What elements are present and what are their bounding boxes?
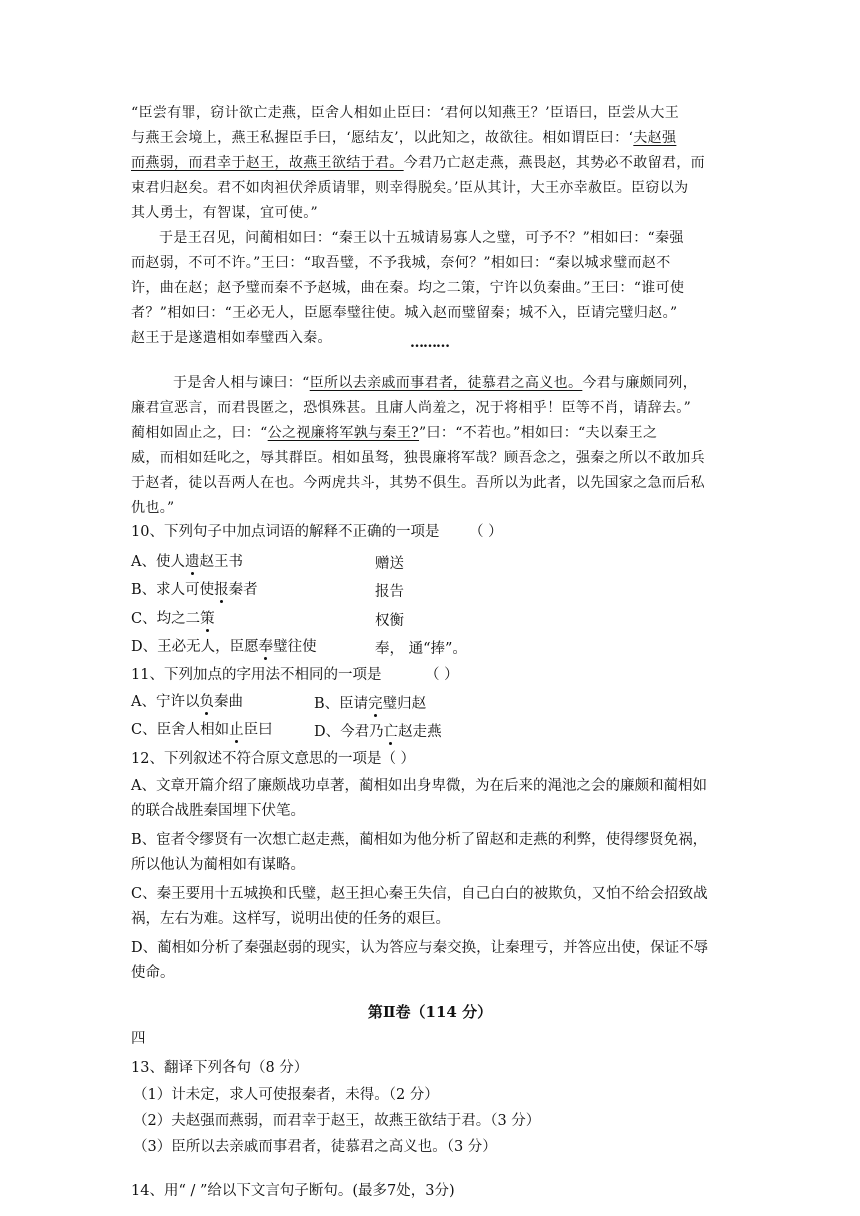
passage-line <box>131 423 657 443</box>
passage-line: 于赵者，徒以吾两人在也。今两虎共斗，其势不俱生。吾所以为此者，以先国家之急而后私 <box>131 475 705 491</box>
part-title: 第Ⅱ卷（114 分） <box>367 1003 493 1021</box>
option-text: 臣曰 <box>243 722 273 738</box>
translate-item: （2）夫赵强而燕弱，而君幸于赵王，故燕王欲结于君。（3 分） <box>133 1113 541 1129</box>
passage-line: 其人勇士，有智谋，宜可使。” <box>131 205 319 221</box>
translate-item: （3）臣所以去亲戚而事君者，徒慕君之高义也。（3 分） <box>133 1139 497 1155</box>
option-text: 璧往使 <box>273 639 317 655</box>
dotted-word: 完 <box>368 696 383 712</box>
passage-text: ”曰：“不若也。”相如曰：“夫以秦王之 <box>419 425 658 441</box>
option-b <box>131 580 258 600</box>
question-stem: 13、翻译下列各句（8 分） <box>131 1060 309 1076</box>
passage-line <box>131 128 676 148</box>
option-a <box>131 552 243 572</box>
option-a <box>131 692 243 712</box>
passage-text: 与燕王会境上，燕王私握臣手曰，‘愿结友’，以此知之，故欲往。相如谓臣曰：‘ <box>131 130 634 146</box>
option-b: B、宦者令缪贤有一次想亡赵走燕，蔺相如为他分析了留赵和走燕的利弊，使得缪贤免祸， <box>131 832 708 848</box>
question-stem <box>131 522 503 542</box>
option-meaning: 奉， 通“捧”。 <box>375 641 467 657</box>
passage-text: 今君乃亡赵走燕，燕畏赵，其势必不敢留君，而 <box>403 155 706 171</box>
option-text: A、宁许以 <box>131 694 200 710</box>
passage-line: 仇也。” <box>131 500 175 516</box>
passage-line: 赵王于是遂遣相如奉璧西入秦。 <box>131 330 332 346</box>
option-b <box>314 692 426 713</box>
ellipsis: ……… <box>410 335 449 351</box>
option-text: D、王必无人，臣愿 <box>131 639 259 655</box>
passage-line <box>173 373 697 393</box>
passage-text: 于是舍人相与谏曰：“ <box>173 375 310 391</box>
dotted-word: 策 <box>200 611 215 627</box>
underlined-sentence: 臣所以去亲戚而事君者，徒慕君之高义也。 <box>309 375 583 391</box>
option-text: D、今君乃 <box>314 724 384 740</box>
underlined-sentence: 而燕弱，而君幸于赵王，故燕王欲结于君。 <box>131 155 404 171</box>
option-text: 璧归赵 <box>382 696 427 712</box>
passage-line: 许，曲在赵；赵予璧而秦不予赵城，曲在秦。均之二策，宁许以负秦曲。”王曰：“谁可使 <box>131 280 685 296</box>
option-d <box>314 720 442 741</box>
answer-blank: （ ） <box>425 667 459 683</box>
passage-text: 今君与廉颇同列， <box>582 375 698 391</box>
answer-blank: （ ） <box>469 524 503 540</box>
option-text: B、臣请 <box>314 696 369 712</box>
option-text: C、臣舍人相如 <box>131 722 230 738</box>
passage-line <box>131 153 705 173</box>
passage-line: 廉君宣恶言，而君畏匿之，恐惧殊甚。且庸人尚羞之，况于将相乎！臣等不肖，请辞去。” <box>131 400 692 416</box>
passage-line: 束君归赵矣。君不如肉袒伏斧质请罪，则幸得脱矣。’臣从其计，大王亦幸赦臣。臣窃以为 <box>131 180 689 196</box>
option-c <box>131 720 273 740</box>
dotted-word: 遗 <box>184 554 200 570</box>
option-text: C、均之二 <box>131 611 201 627</box>
option-d: D、蔺相如分析了秦强赵弱的现实，认为答应与秦交换，让秦理亏，并答应出使，保证不辱 <box>131 940 709 956</box>
dotted-word: 负 <box>199 694 214 710</box>
passage-line: 于是王召见，问蔺相如曰：“秦王以十五城请易寡人之璧，可予不？”相如曰：“秦强 <box>159 230 684 246</box>
option-c <box>131 609 215 629</box>
passage-line: 威，而相如廷叱之，辱其群臣。相如虽驽，独畏廉将军哉？顾吾念之，强秦之所以不敢加兵 <box>131 450 705 466</box>
option-text: 秦曲 <box>213 694 243 710</box>
passage-line: 者？”相如曰：“王必无人，臣愿奉璧往使。城入赵而璧留秦；城不入，臣请完璧归赵。” <box>131 305 678 321</box>
option-d <box>131 637 317 657</box>
section-number: 四 <box>131 1031 146 1047</box>
option-text: B、求人可使 <box>131 582 215 598</box>
passage-line: 而赵弱，不可不许。”王曰：“取吾璧，不予我城，奈何？”相如曰：“秦以城求璧而赵不 <box>131 255 671 271</box>
option-text: 赵走燕 <box>398 724 442 740</box>
option-text: A、使人 <box>131 554 185 570</box>
option-b-cont: 所以他认为蔺相如有谋略。 <box>131 857 305 873</box>
question-stem: 12、下列叙述不符合原文意思的一项是（ ） <box>131 751 416 767</box>
option-d-cont: 使命。 <box>131 965 175 981</box>
dotted-word: 亡 <box>383 724 399 740</box>
option-meaning: 权衡 <box>375 613 404 629</box>
option-meaning: 报告 <box>375 584 404 600</box>
option-c: C、秦王要用十五城换和氏璧，赵王担心秦王失信，自己白白的被欺负，又怕不给会招致战 <box>131 886 708 902</box>
underlined-sentence: 公之视廉将军孰与秦王? <box>267 425 420 441</box>
option-a-cont: 的联合战胜秦国埋下伏笔。 <box>131 803 305 819</box>
option-text: 秦者 <box>228 582 258 598</box>
question-text: 11、下列加点的字用法不相同的一项是 <box>131 667 382 683</box>
dotted-word: 报 <box>214 582 229 598</box>
underlined-sentence: 夫赵强 <box>633 130 677 146</box>
option-text: 赵王书 <box>199 554 243 570</box>
question-stem <box>131 665 459 685</box>
passage-line: “臣尝有罪，窃计欲亡走燕，臣舍人相如止臣曰：‘君何以知燕王？’臣语曰，臣尝从大王 <box>131 105 680 121</box>
dotted-word: 奉 <box>258 639 274 655</box>
translate-item: （1）计未定，求人可使报秦者，未得。（2 分） <box>133 1087 439 1103</box>
option-a: A、文章开篇介绍了廉颇战功卓著，蔺相如出身卑微，为在后来的渑池之会的廉颇和蔺相如 <box>131 778 707 794</box>
question-text: 10、下列句子中加点词语的解释不正确的一项是 <box>131 524 440 540</box>
question-14-stem: 14、用“ / ”给以下文言句子断句。(最多7处，3分) <box>131 1183 455 1199</box>
option-meaning: 赠送 <box>375 556 404 572</box>
passage-text: 蔺相如固止之，曰：“ <box>131 425 268 441</box>
option-c-cont: 祸，左右为难。这样写，说明出使的任务的艰巨。 <box>131 911 450 927</box>
dotted-word: 止 <box>229 722 244 738</box>
